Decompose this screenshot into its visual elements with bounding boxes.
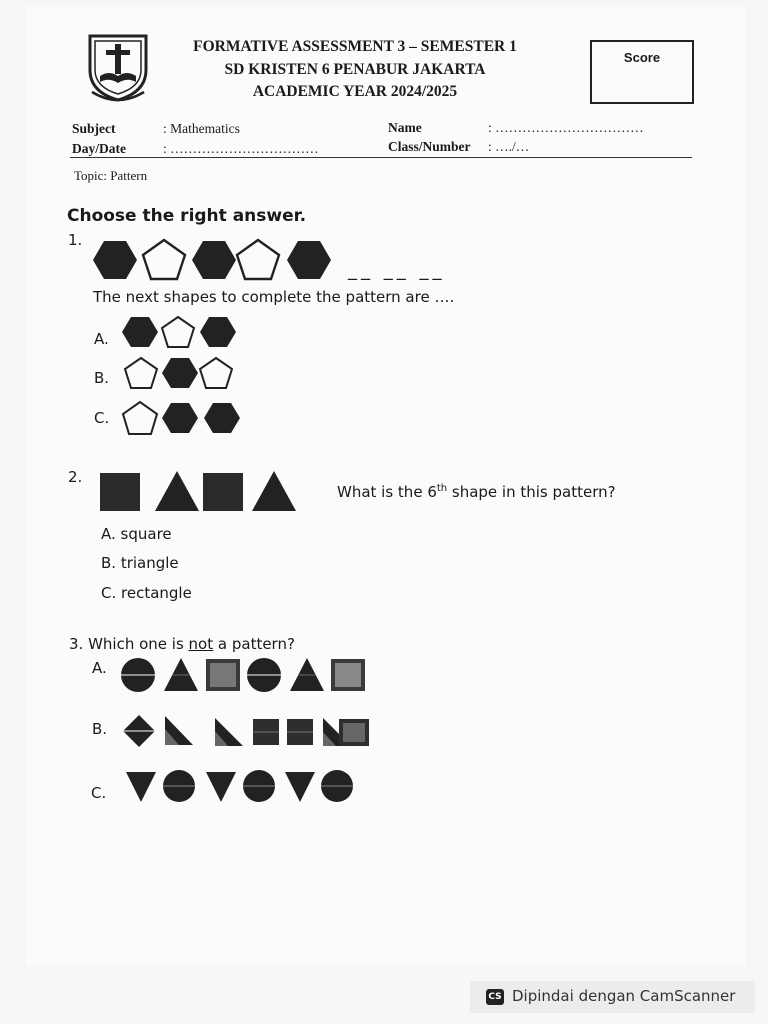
q3-option-b-shapes[interactable] <box>121 713 371 749</box>
q2-option-a[interactable]: A. square <box>101 525 172 543</box>
q1-option-a-label[interactable]: A. <box>94 330 109 348</box>
q1-option-c-shapes[interactable] <box>122 400 244 436</box>
q2-pattern-shapes <box>100 470 300 512</box>
q2-option-b[interactable]: B. triangle <box>101 554 179 572</box>
q1-hexagon-filled <box>287 241 331 279</box>
q1-option-a-shapes[interactable] <box>122 315 242 349</box>
header-academic-year: ACADEMIC YEAR 2024/2025 <box>252 83 458 100</box>
q1-number: 1. <box>68 231 83 249</box>
header-divider <box>70 157 692 158</box>
q1-question-text: The next shapes to complete the pattern are …. <box>93 288 455 306</box>
q1-hexagon-filled <box>93 241 137 279</box>
header-title-line1: FORMATIVE ASSESSMENT 3 – SEMESTER 1 <box>193 38 517 55</box>
q2-number: 2. <box>68 468 83 486</box>
q3-option-b-label[interactable]: B. <box>92 720 108 738</box>
q3-question-text: 3. Which one is not a pattern? <box>69 635 295 653</box>
subject-value: : Mathematics <box>163 121 240 136</box>
camscanner-watermark <box>470 981 755 1013</box>
q3-option-a-label[interactable]: A. <box>92 659 107 677</box>
camscanner-text: Dipindai dengan CamScanner <box>512 987 736 1005</box>
class-number-label: Class/Number <box>388 139 471 154</box>
q1-pentagon-outline <box>143 240 185 279</box>
q2-square <box>203 473 243 511</box>
header-school-name: SD KRISTEN 6 PENABUR JAKARTA <box>224 61 486 78</box>
q1-option-c-label[interactable]: C. <box>94 409 110 427</box>
q1-pattern-shapes <box>92 237 342 283</box>
name-value: : …………………………… <box>488 120 644 135</box>
name-label: Name <box>388 120 422 135</box>
score-box <box>590 40 694 104</box>
class-number-value: : …./… <box>488 139 530 154</box>
daydate-label: Day/Date <box>72 141 126 156</box>
q2-square <box>100 473 140 511</box>
q1-pentagon-outline <box>237 240 279 279</box>
q2-option-c[interactable]: C. rectangle <box>101 584 192 602</box>
q2-triangle <box>252 471 296 511</box>
q2-question-text: What is the 6th shape in this pattern? <box>337 483 616 501</box>
score-label: Score <box>623 50 661 65</box>
q1-option-b-label[interactable]: B. <box>94 369 110 387</box>
q1-blanks: __ __ __ <box>348 260 446 281</box>
topic-label: Topic: Pattern <box>74 168 148 183</box>
subject-label: Subject <box>72 121 116 136</box>
camscanner-logo-icon: CS <box>486 989 504 1005</box>
school-logo <box>82 30 154 102</box>
q3-option-a-shapes[interactable] <box>121 657 367 693</box>
q3-option-c-shapes[interactable] <box>126 767 354 805</box>
daydate-value: : …………………………… <box>163 141 319 156</box>
q2-triangle <box>155 471 199 511</box>
q3-option-c-label[interactable]: C. <box>91 784 107 802</box>
q1-hexagon-filled <box>192 241 236 279</box>
instruction-heading: Choose the right answer. <box>67 206 307 226</box>
q1-option-b-shapes[interactable] <box>124 356 236 390</box>
